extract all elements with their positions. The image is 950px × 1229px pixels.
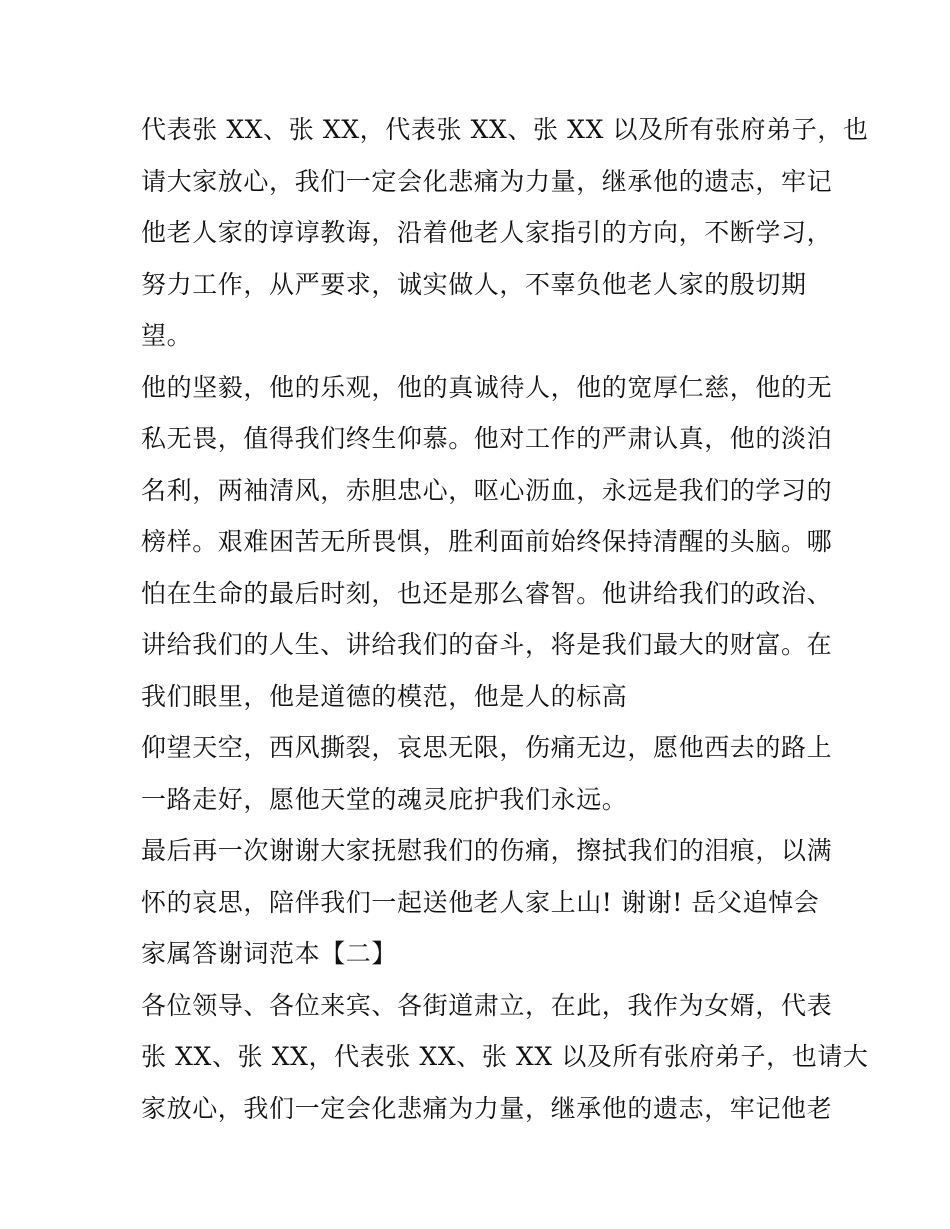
text-line: 怀的哀思，陪伴我们一起送他老人家上山! 谢谢! 岳父追悼会 [141, 887, 820, 917]
text-line: 努力工作，从严要求，诚实做人，不辜负他老人家的殷切期 [141, 269, 807, 299]
text-line: 仰望天空，西风撕裂，哀思无限，伤痛无边，愿他西去的路上 [141, 733, 833, 762]
text-line: 怕在生命的最后时刻，也还是那么睿智。他讲给我们的政治、 [141, 578, 833, 608]
text-line: 家放心，我们一定会化悲痛为力量，继承他的遗志，牢记他老 [141, 1093, 833, 1123]
text-line: 我们眼里，他是道德的模范，他是人的标高 [141, 681, 628, 711]
text-line: 他老人家的谆谆教诲，沿着他老人家指引的方向，不断学习， [141, 218, 833, 247]
text-line: 他的坚毅，他的乐观，他的真诚待人，他的宽厚仁慈，他的无 [141, 372, 833, 402]
text-line: 榜样。艰难困苦无所畏惧，胜利面前始终保持清醒的头脑。哪 [141, 527, 833, 556]
text-line: 望。 [141, 321, 193, 350]
text-line: 最后再一次谢谢大家抚慰我们的伤痛，擦拭我们的泪痕，以满 [141, 836, 833, 865]
text-line: 一路走好，愿他天堂的魂灵庇护我们永远。 [141, 784, 628, 814]
text-line: 请大家放心，我们一定会化悲痛为力量，继承他的遗志，牢记 [141, 166, 833, 196]
section-heading: 家属答谢词范本【二】 [141, 939, 398, 968]
text-line: 张 XX、张 XX，代表张 XX、张 XX 以及所有张府弟子，也请大 [141, 1042, 869, 1071]
text-line: 各位领导、各位来宾、各街道肃立，在此，我作为女婿，代表 [141, 990, 833, 1020]
text-line: 名利，两袖清风，赤胆忠心，呕心沥血，永远是我们的学习的 [141, 475, 833, 505]
text-line: 私无畏，值得我们终生仰慕。他对工作的严肃认真，他的淡泊 [141, 424, 833, 453]
text-line: 代表张 XX、张 XX，代表张 XX、张 XX 以及所有张府弟子，也 [141, 115, 869, 144]
document-body [141, 104, 869, 1134]
text-line: 讲给我们的人生、讲给我们的奋斗，将是我们最大的财富。在 [141, 630, 833, 659]
